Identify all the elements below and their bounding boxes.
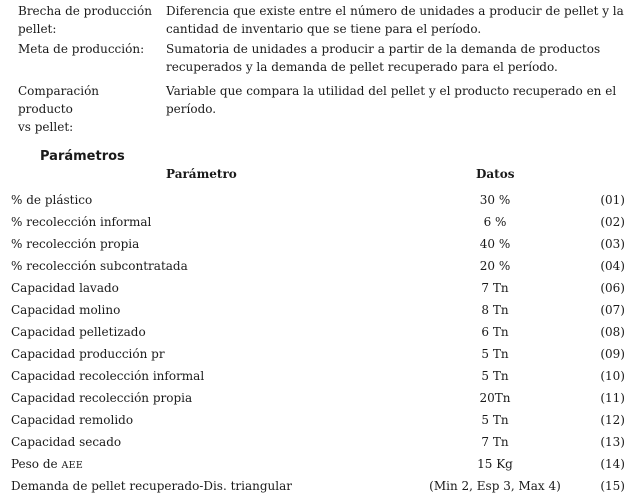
parameter-value: 20 % <box>479 259 511 273</box>
table-row <box>0 299 637 321</box>
table-row <box>0 233 637 255</box>
definition-term-line2: vs pellet: <box>18 120 74 134</box>
parameter-name: Capacidad recolección informal <box>11 369 205 383</box>
definition-description: Variable que compara la utilidad del pellet y el producto recuperado en el período. <box>166 84 617 116</box>
equation-number: (09) <box>600 347 625 361</box>
table-row <box>0 453 637 475</box>
parameter-name: Capacidad molino <box>11 303 121 317</box>
parameter-name: Capacidad remolido <box>11 413 134 427</box>
parameter-value: 20Tn <box>479 391 511 405</box>
equation-number: (02) <box>600 215 625 229</box>
parameter-value: 5 Tn <box>481 347 509 361</box>
equation-number: (13) <box>600 435 625 449</box>
table-row <box>0 387 637 409</box>
parameter-name: Demanda de pellet recuperado-Dis. triangular <box>11 479 293 493</box>
definition-term-line1: Comparación producto <box>18 84 100 116</box>
table-row <box>0 321 637 343</box>
parameter-value: 6 % <box>483 215 507 229</box>
parameter-value: 5 Tn <box>481 369 509 383</box>
equation-number: (10) <box>600 369 625 383</box>
definition-term <box>18 82 156 136</box>
parameter-value: 5 Tn <box>481 413 509 427</box>
table-row <box>0 211 637 233</box>
parameter-name <box>11 453 83 477</box>
equation-number: (14) <box>600 457 625 471</box>
parameter-name: % recolección propia <box>11 237 140 251</box>
parameter-name-abbr: AEE <box>61 460 84 471</box>
parameter-name: % recolección subcontratada <box>11 259 188 273</box>
equation-number: (11) <box>600 391 625 405</box>
parameter-name: Capacidad recolección propia <box>11 391 193 405</box>
definition-term: Meta de producción: <box>18 42 145 56</box>
definition-description: Sumatoria de unidades a producir a partir de la demanda de productos recuperados y la demanda de pellet recuperado para el período. <box>166 42 601 74</box>
parameter-value: 15 Kg <box>477 457 513 471</box>
table-row <box>0 475 637 497</box>
section-title: Parámetros <box>40 149 125 164</box>
header-parameter: Parámetro <box>166 167 237 181</box>
parameter-value: 7 Tn <box>481 281 509 295</box>
parameter-value: 30 % <box>479 193 511 207</box>
table-row <box>0 277 637 299</box>
table-row <box>0 343 637 365</box>
parameter-name-prefix: Peso de <box>11 457 62 471</box>
equation-number: (12) <box>600 413 625 427</box>
parameter-value: 8 Tn <box>481 303 509 317</box>
parameter-value: 7 Tn <box>481 435 509 449</box>
equation-number: (07) <box>600 303 625 317</box>
parameter-name: % recolección informal <box>11 215 152 229</box>
table-row <box>0 189 637 211</box>
parameter-name: Capacidad secado <box>11 435 122 449</box>
parameter-value: 40 % <box>479 237 511 251</box>
parameter-value: (Min 2, Esp 3, Max 4) <box>429 479 561 493</box>
header-data: Datos <box>476 167 515 181</box>
parameter-name: Capacidad producción pr <box>11 347 165 361</box>
equation-number: (06) <box>600 281 625 295</box>
parameter-name: Capacidad lavado <box>11 281 119 295</box>
parameter-name: % de plástico <box>11 193 93 207</box>
equation-number: (15) <box>600 479 625 493</box>
definition-description: Diferencia que existe entre el número de unidades a producir de pellet y la cantidad de inventario que se tiene para el período. <box>166 4 624 36</box>
table-row <box>0 409 637 431</box>
equation-number: (01) <box>600 193 625 207</box>
table-row <box>0 365 637 387</box>
table-row <box>0 255 637 277</box>
parameter-name: Capacidad pelletizado <box>11 325 146 339</box>
equation-number: (03) <box>600 237 625 251</box>
table-row <box>0 431 637 453</box>
parameter-value: 6 Tn <box>481 325 509 339</box>
parameters-table <box>0 189 637 497</box>
equation-number: (04) <box>600 259 625 273</box>
equation-number: (08) <box>600 325 625 339</box>
definition-term: Brecha de producción pellet: <box>18 4 152 36</box>
